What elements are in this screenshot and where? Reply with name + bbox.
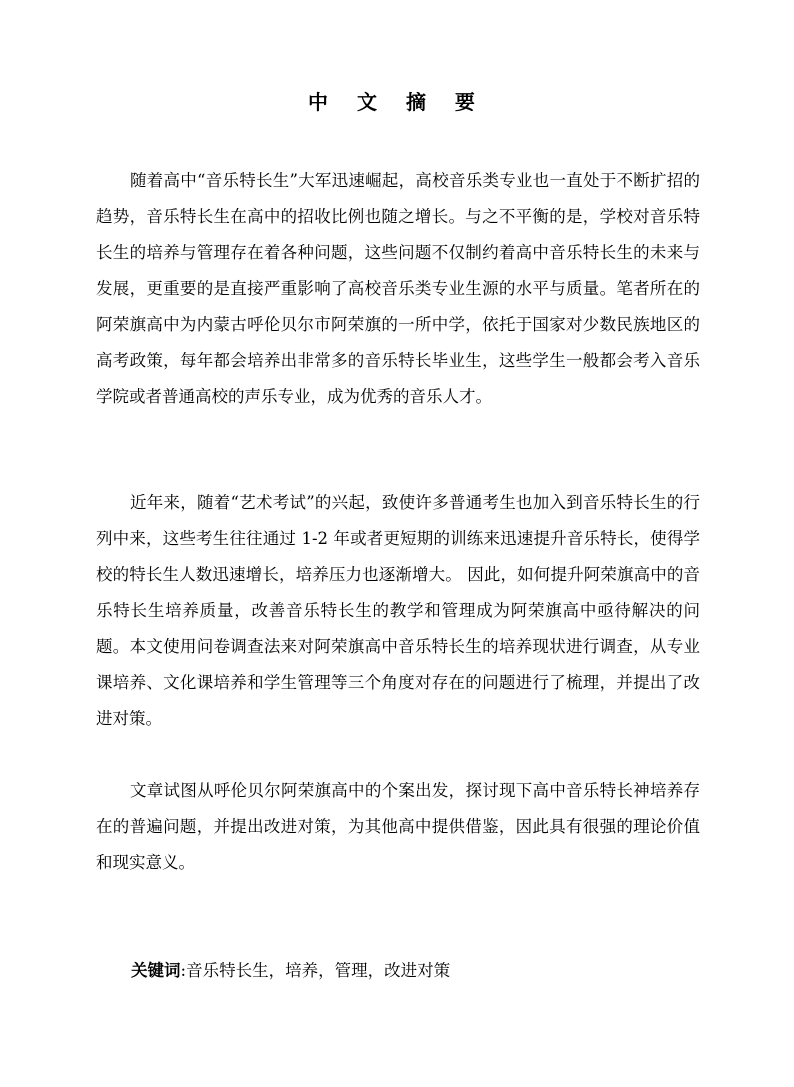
keywords-label: 关键词: [131, 961, 181, 980]
keywords-value: 音乐特长生，培养，管理，改进对策: [186, 961, 451, 980]
abstract-paragraph-3: 文章试图从呼伦贝尔阿荣旗高中的个案出发，探讨现下高中音乐特长神培养存在的普遍问题，并提出改进对策，为其他高中提供借鉴，因此具有很强的理论价值和现实意义。: [96, 781, 700, 872]
keywords-separator: :: [180, 961, 187, 980]
abstract-paragraph-2: 近年来，随着“艺术考试”的兴起，致使许多普通考生也加入到音乐特长生的行列中来，这些考生往往通过 1-2 年或者更短期的训练来迅速提升音乐特长，使得学校的特长生人数迅速增长，培养压力也逐渐增大。 因此，如何提升阿荣旗高中的音乐特长生培养质量，改善音乐特长生的教学和管理成为阿荣旗高中亟待解决的问题。本文使用问卷调查法来对阿荣旗高中音乐特长生的培养现状进行调查，从专业课培养、文化课培养和学生管理等三个角度对存在的问题进行了梳理，并提出了改进对策。: [96, 493, 700, 728]
page-title: 中 文 摘 要: [308, 90, 486, 114]
keywords-line: [131, 953, 450, 989]
abstract-paragraph-1: 随着高中“音乐特长生”大军迅速崛起，高校音乐类专业也一直处于不断扩招的趋势，音乐特长生在高中的招收比例也随之增长。与之不平衡的是，学校对音乐特长生的培养与管理存在着各种问题，这些问题不仅制约着高中音乐特长生的未来与发展，更重要的是直接严重影响了高校音乐类专业生源的水平与质量。笔者所在的阿荣旗高中为内蒙古呼伦贝尔市阿荣旗的一所中学，依托于国家对少数民族地区的高考政策，每年都会培养出非常多的音乐特长毕业生，这些学生一般都会考入音乐学院或者普通高校的声乐专业，成为优秀的音乐人才。: [96, 171, 700, 406]
